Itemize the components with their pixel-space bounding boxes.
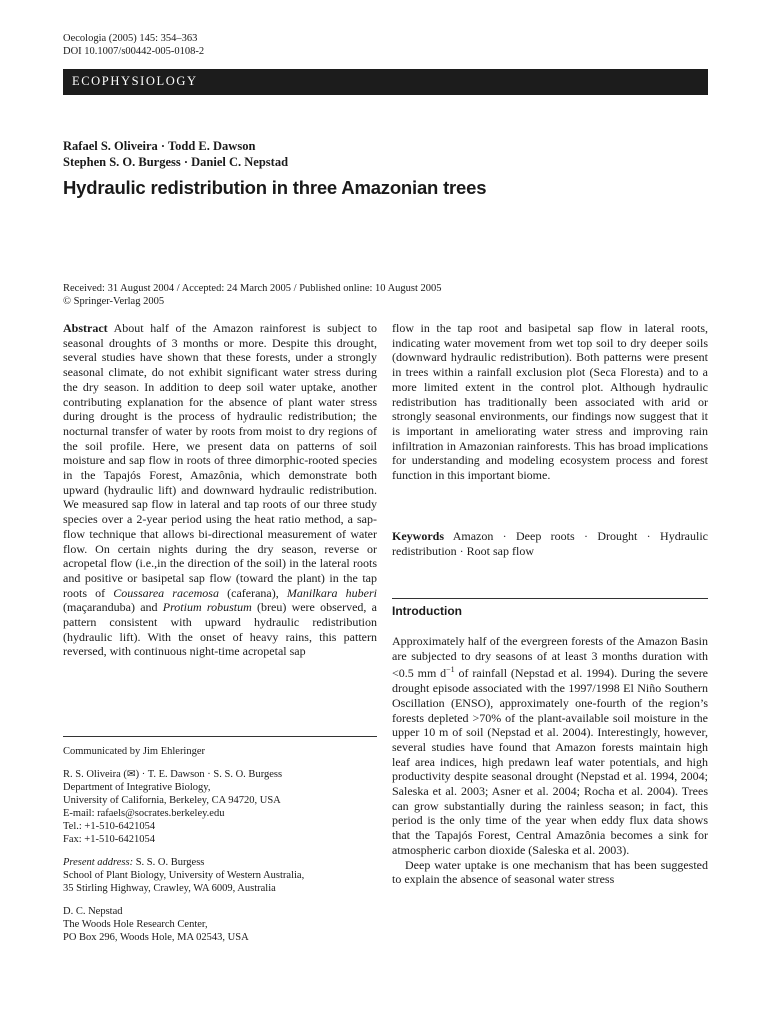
footnote-divider <box>63 736 377 737</box>
address-line: R. S. Oliveira (✉) · T. E. Dawson · S. S. O. Burgess <box>63 769 283 780</box>
received-dates: Received: 31 August 2004 / Accepted: 24 March 2005 / Published online: 10 August 2005 <box>63 283 442 294</box>
species-name: Coussarea racemosa <box>113 585 219 600</box>
unit-superscript: −1 <box>446 665 455 675</box>
introduction-body <box>392 634 708 887</box>
address-block-2 <box>63 856 377 895</box>
intro-text: Approximately half of the evergreen forests of the Amazon Basin are subjected to dry seasons of at least 3 months duration with <0.5 mm d <box>392 634 708 681</box>
address-line: The Woods Hole Research Center, <box>63 919 208 930</box>
email-line[interactable]: E-mail: rafaels@socrates.berkeley.edu <box>63 808 225 819</box>
abstract-text: (caferana), <box>218 585 287 600</box>
address-line: 35 Stirling Highway, Crawley, WA 6009, Australia <box>63 883 276 894</box>
section-banner <box>63 69 708 95</box>
copyright: © Springer-Verlag 2005 <box>63 296 165 307</box>
keywords-heading: Keywords <box>392 529 444 543</box>
left-column <box>63 321 377 659</box>
doi[interactable]: DOI 10.1007/s00442-005-0108-2 <box>63 46 205 57</box>
journal-reference <box>63 32 204 58</box>
address-block-3 <box>63 905 377 944</box>
author-line-2: Stephen S. O. Burgess · Daniel C. Nepstad <box>63 155 289 169</box>
address-line: Department of Integrative Biology, <box>63 782 211 793</box>
species-name: Protium robustum <box>162 600 252 615</box>
keywords-list: Amazon · Deep roots · Drought · Hydraulic redistribution · Root sap flow <box>392 529 709 558</box>
abstract-text: About half of the Amazon rainforest is subject to seasonal droughts of 3 months or more. Despite this drought, several studies have shown that these forests, under a strongly seasonal climate, do not exhibit significant water stress during the dry season. In addition to deep soil water uptake, another contributing explanation for the absence of plant water stress during drought is the process of hydraulic redistribution; the nocturnal transfer of water by roots from moist to dry regions of the soil profile. Here, we present data on patterns of soil moisture and sap flow in roots of three dimorphic-rooted species in the Tapajós Forest, Amazônia, which demonstrate both upward (hydraulic lift) and downward hydraulic redistribution. We measured sap flow in lateral and tap roots of our three study species over a 2-year period using the heat ratio method, a sap-flow technique that allows bi-directional measurement of water flow. On certain nights during the dry season, reverse or acropetal flow (i.e.,in the direction of the soil) in the lateral roots and positive or basipetal sap flow (toward the plant) in the tap roots of <box>63 321 377 600</box>
address-line: PO Box 296, Woods Hole, MA 02543, USA <box>63 932 249 943</box>
intro-text: of rainfall (Nepstad et al. 1994). During the severe drought episode associated with the 1997/1998 El Niño Southern Oscillation (ENSO), approximately one-fourth of the region’s forests depleted >70% of the plant-available soil moisture in the upper 10 m of soil (Nepstad et al. 2004). Interestingly, however, several studies have found that Amazon forests maintain high leaf area indices, high predawn leaf water potentials, and high productivity despite seasonal drought (Nepstad et al. 1994, 2004; Saleska et al. 2003; Asner et al. 2004; Rocha et al. 2004). Trees can grow substantially during the rainless season; in fact, this period is the only time of the year when eddy flux data shows that the Tapajós Forest, Central Amazônia becomes a sink for atmospheric carbon dioxide (Saleska et al. 2003). <box>392 666 709 857</box>
journal-citation: Oecologia (2005) 145: 354–363 <box>63 33 198 44</box>
right-column <box>392 321 709 887</box>
section-label: ECOPHYSIOLOGY <box>72 74 198 88</box>
article-title: Hydraulic redistribution in three Amazonian trees <box>63 177 487 198</box>
address-line: School of Plant Biology, University of Western Australia, <box>63 870 305 881</box>
abstract-continuation: flow in the tap root and basipetal sap flow in lateral roots, indicating water movement from wet top soil to dry deeper soils (downward hydraulic redistribution). Both patterns were present in trees within a rainfall exclusion plot (Seca Floresta) and to a more limited extent in the control plot. Although hydraulic redistribution has traditionally been associated with arid or strongly seasonal environments, our findings now suggest that it is important in ameliorating water stress and improving rain infiltration in Amazonian rainforests. This has broad implications for understanding and modeling ecosystem process and forest function in this important biome. <box>392 321 708 483</box>
abstract-heading: Abstract <box>63 321 108 335</box>
intro-paragraph-1 <box>392 634 708 858</box>
communicated-by: Communicated by Jim Ehleringer <box>63 746 206 757</box>
phone-line: Tel.: +1-510-6421054 <box>63 821 156 832</box>
abstract-paragraph <box>63 321 377 659</box>
section-divider <box>392 598 708 599</box>
species-name: Manilkara huberi <box>286 585 378 600</box>
address-block-1 <box>63 768 377 846</box>
author-list <box>63 138 288 170</box>
intro-paragraph-2: Deep water uptake is one mechanism that has been suggested to explain the absence of seasonal water stress <box>392 857 708 887</box>
publication-dates <box>63 282 442 308</box>
abstract-text: (maçaranduba) and <box>63 600 163 615</box>
keywords <box>392 529 708 558</box>
abstract-text: (breu) were observed, a pattern consistent with upward hydraulic redistribution (hydraulic lift). With the onset of heavy rains, this pattern reversed, with continuous night-time acropetal sap <box>63 600 377 659</box>
address-line: D. C. Nepstad <box>63 906 123 917</box>
present-address-name: S. S. O. Burgess <box>133 857 205 868</box>
author-footnotes <box>63 745 377 954</box>
fax-line: Fax: +1-510-6421054 <box>63 834 155 845</box>
present-address-line <box>63 856 377 869</box>
address-line: University of California, Berkeley, CA 94720, USA <box>63 795 281 806</box>
author-line-1: Rafael S. Oliveira · Todd E. Dawson <box>63 139 256 153</box>
introduction-heading: Introduction <box>392 604 462 618</box>
present-address-label: Present address: <box>63 857 134 868</box>
